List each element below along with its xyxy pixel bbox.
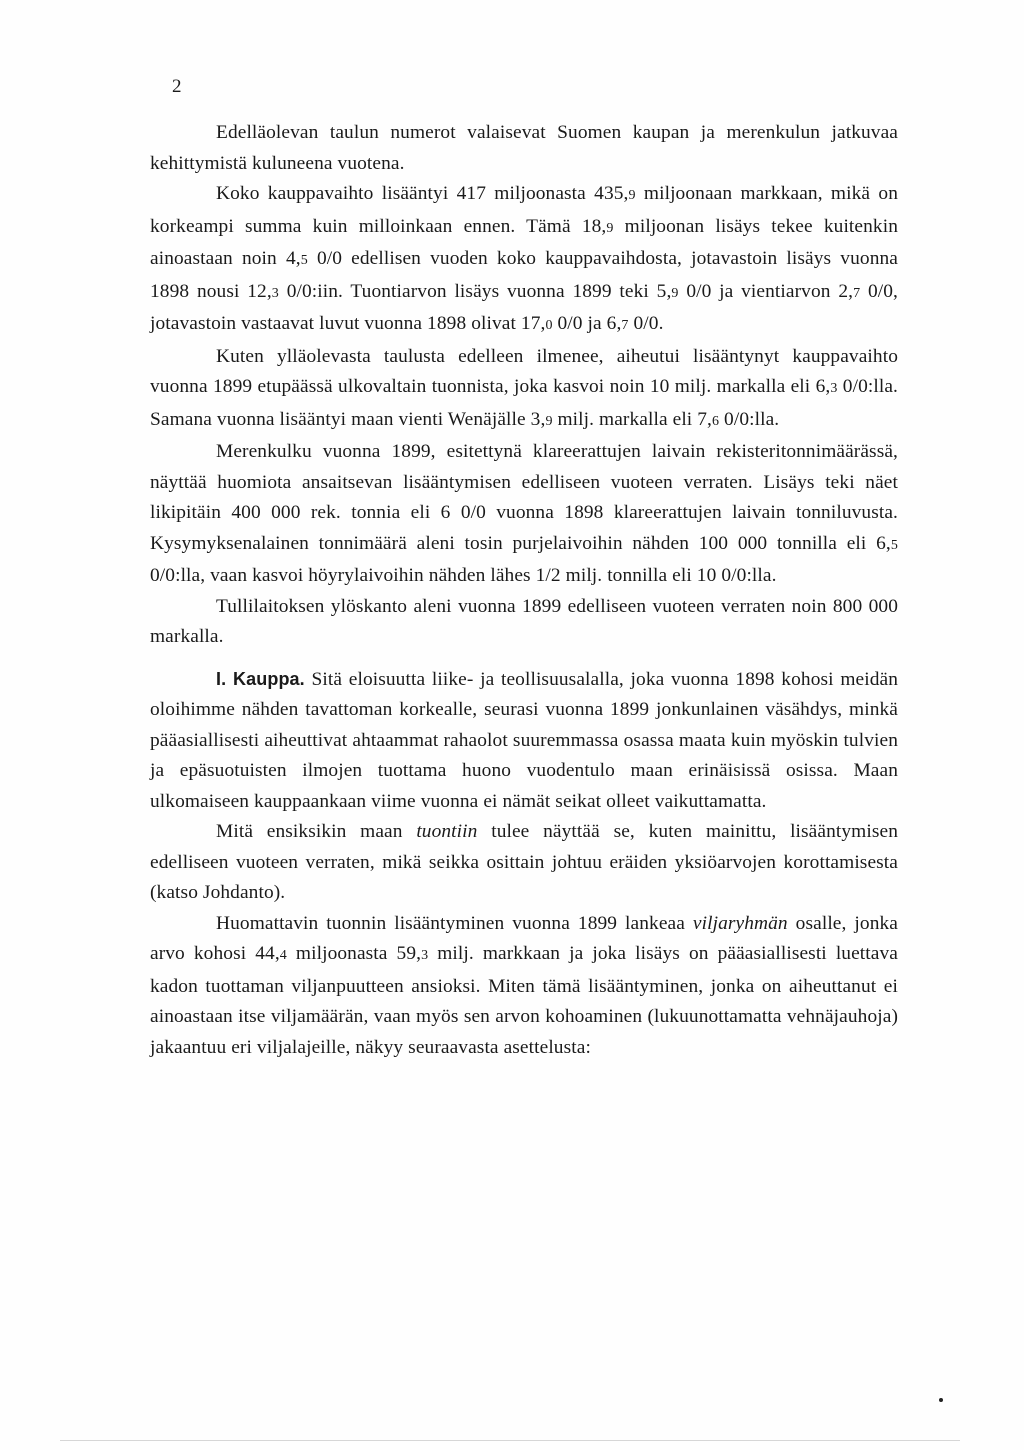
scan-speck xyxy=(939,1398,943,1402)
text-run xyxy=(308,248,317,269)
paragraph-1-text: Edelläolevan taulun numerot valaisevat Suomen kaupan ja merenkulun jatkuvaa kehittymistä kuluneena vuotena. xyxy=(150,122,898,174)
text-run: milj. markalla eli 7, xyxy=(552,408,712,430)
paragraph-3 xyxy=(150,342,898,438)
percent-sign: 0/0 xyxy=(724,408,750,430)
decimal-digit: 0 xyxy=(545,318,553,333)
text-run: :lla. xyxy=(746,565,777,586)
paragraph-5 xyxy=(150,592,898,653)
text-run: Mitä ensiksikin maan xyxy=(216,821,417,842)
paragraph-7 xyxy=(150,817,898,909)
percent-sign: 0/0 xyxy=(867,280,894,302)
emphasized-word: viljaryhmän xyxy=(692,912,788,934)
decimal-digit: 7 xyxy=(853,285,861,301)
percent-sign: 0/0 xyxy=(686,280,712,302)
text-run: , jotavastoin vastaavat luvut vuonna 1898 olivat 17, xyxy=(150,280,898,334)
percent-sign: 0/0 xyxy=(316,248,343,269)
text-run: :lla. xyxy=(749,408,780,430)
text-run: ja 6, xyxy=(582,313,622,334)
text-run: Kuten ylläolevasta taulusta edelleen ilmenee, aiheutui lisääntynyt kauppavaihto vuonna 1899 etupäässä ulkovaltain tuonnista, joka kasvoi noin 10 milj. markalla eli 6, xyxy=(150,345,898,397)
text-run: vuonna 1898 klareerattujen laivain tonniluvusta. Kysymyksenalainen tonnimäärä aleni tosin purjelaivoihin nähden 100 000 tonnilla eli 6, xyxy=(150,502,898,554)
emphasized-word: tuontiin xyxy=(416,821,478,842)
paragraph-8 xyxy=(150,909,898,1064)
percent-sign: 0/0 xyxy=(842,376,868,397)
decimal-digit: 3 xyxy=(271,285,279,301)
text-run: miljoonan lisäys tekee kuitenkin ainoastaan noin 4, xyxy=(150,215,898,269)
percent-sign: 0/0 xyxy=(286,280,312,302)
text-run: :lla, vaan kasvoi höyrylaivoihin nähden lähes xyxy=(175,565,536,586)
paragraph-4 xyxy=(150,437,898,592)
fraction-half: 1/2 xyxy=(535,565,561,586)
percent-sign: 0/0 xyxy=(460,502,486,523)
decimal-digit: 5 xyxy=(300,253,308,268)
decimal-digit: 6 xyxy=(711,413,720,429)
text-run xyxy=(279,281,287,302)
decimal-digit: 4 xyxy=(279,948,287,963)
text-run: milj. tonnilla eli 10 xyxy=(560,565,722,586)
paragraph-2 xyxy=(150,179,898,342)
text-run: edellisen vuoden koko kauppavaihdosta, jotavastoin lisäys vuonna 1898 nousi 12, xyxy=(150,248,898,302)
decimal-digit: 7 xyxy=(621,318,629,333)
text-run: :iin. Tuontiarvon lisäys vuonna 1899 teki 5, xyxy=(311,280,672,302)
percent-sign: 0/0 xyxy=(721,565,747,586)
decimal-digit: 9 xyxy=(545,413,553,429)
text-run: . xyxy=(658,313,664,334)
text-run: miljoonasta 59, xyxy=(286,943,422,964)
text-run: ja vientiarvon 2, xyxy=(711,280,854,302)
text-run: Sitä eloisuutta liike- ja teollisuusalalla, joka vuonna 1898 kohosi meidän oloihimme nähden tavattoman korkealle, seurasi vuonna 1899 jonkunlainen väsähdys, minkä pääasiallisesti aiheuttivat ahtaammat rahaolot suuremmassa osassa maata kuin myöskin tulvien ja epäsuotuisten ilmojen tuottama huono vuodentulo maan erinäisissä osissa. Maan ulkomaiseen kauppaankaan viime vuonna ei nämät seikat olleet vaikuttamatta. xyxy=(150,668,899,812)
text-run: Merenkulku vuonna 1899, esitettynä klareerattujen laivain rekisteritonnimäärässä, näyttää huomiota ansaitsevan lisääntymisen edelliseen vuoteen verraten. Lisäys teki näet likipitäin 400 000 rek. tonnia eli 6 xyxy=(150,441,898,523)
text-run: osalle, jonka arvo kohosi 44, xyxy=(150,912,898,964)
text-run: :lla. Samana vuonna lisääntyi maan vienti Wenäjälle 3, xyxy=(150,376,898,430)
decimal-digit: 5 xyxy=(890,537,898,553)
section-heading: I. Kauppa. xyxy=(216,668,305,689)
text-run xyxy=(860,281,868,302)
percent-sign: 0/0 xyxy=(557,313,583,334)
text-run: miljoonaan markkaan, mikä on korkeampi summa kuin milloinkaan ennen. Tämä 18, xyxy=(150,183,898,237)
decimal-digit: 9 xyxy=(671,285,679,301)
paragraph-6 xyxy=(150,664,898,818)
percent-sign: 0/0 xyxy=(633,313,659,334)
body-text xyxy=(150,118,898,1063)
decimal-digit: 9 xyxy=(628,188,636,203)
paragraph-1 xyxy=(150,118,898,179)
decimal-digit: 3 xyxy=(830,381,838,396)
decimal-digit: 9 xyxy=(606,220,614,236)
page-number: 2 xyxy=(172,76,182,97)
decimal-digit: 3 xyxy=(421,948,429,963)
text-run: Huomattavin tuonnin lisääntyminen vuonna 1899 lankeaa xyxy=(216,912,693,934)
scan-edge-line xyxy=(60,1440,960,1441)
text-run: Koko kauppavaihto lisääntyi 417 miljoonasta 435, xyxy=(216,183,629,204)
paragraph-5-text: Tullilaitoksen ylöskanto aleni vuonna 1899 edelliseen vuoteen verraten noin 800 000 markalla. xyxy=(150,595,898,647)
text-run: milj. markkaan ja joka lisäys on pääasiallisesti luettava kadon tuottaman viljanpuutteen ansioksi. Miten tämä lisääntyminen, jonka on aiheuttanut ei ainoastaan itse viljamäärän, vaan myös sen arvon kohoaminen (lukuunottamatta vehnäjauhoja) jakaantuu eri viljalajeille, näkyy seuraavasta asettelusta: xyxy=(150,943,898,1058)
percent-sign: 0/0 xyxy=(150,565,176,586)
text-run: tulee näyttää se, kuten mainittu, lisääntymisen edelliseen vuoteen verraten, mikä seikka osittain johtuu eräiden yksiöarvojen korottamisesta (katso Johdanto). xyxy=(150,821,898,903)
